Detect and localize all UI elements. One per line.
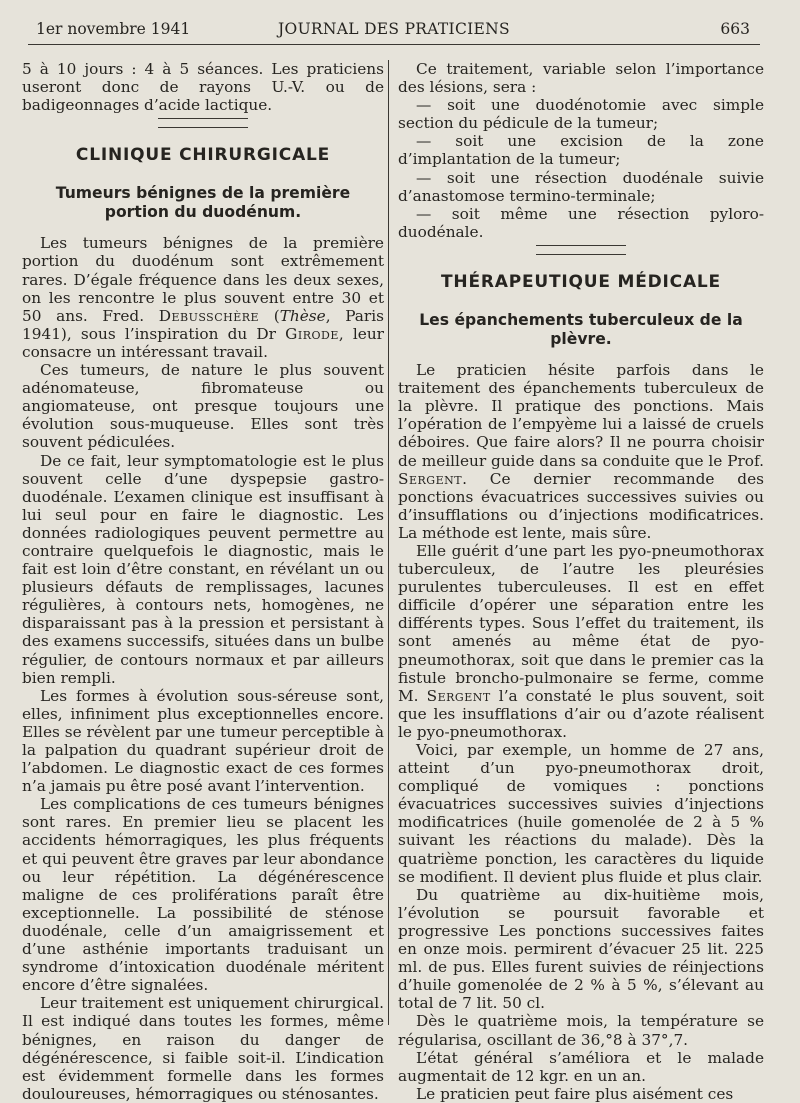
left-column — [22, 60, 384, 1103]
section-title-therapeutique: THÉRAPEUTIQUE MÉDICALE — [441, 271, 721, 292]
author-name: Sergent — [398, 469, 463, 488]
text-run: Les tumeurs bénignes de la première portion du duodénum sont extrêmement rares. D’égale fréquence dans les deux sexes, on les rencontre le plus souvent entre 30 et 50 ans. Fred. — [22, 234, 384, 325]
text-run: , Paris 1941), sous l’inspiration du Dr — [22, 306, 384, 343]
column-divider — [388, 60, 389, 1025]
separator-rule — [158, 118, 248, 128]
paragraph: Les complications de ces tumeurs bénignes sont rares. En premier lieu se placent les accidents hémorragiques, les plus fréquents et qui peuvent être graves par leur abondance ou leur répétition. La dégénérescence maligne de ces proliférations paraît être exceptionnelle. La possibilité de sténose duodénale, celle d’un amaigrissement et d’une asthénie importants traduisant un syndrome d’intoxication duodénale méritent encore d’être signalées. — [22, 795, 384, 995]
text-run: , leur consacre un intéressant travail. — [22, 324, 384, 361]
these-label: Thèse — [279, 306, 326, 325]
text-run: ( — [259, 306, 280, 325]
list-item: — soit une duodénotomie avec simple section du pédicule de la tumeur; — [398, 96, 764, 133]
text-run: l’a constaté le plus souvent, soit que les insufflations d’air ou d’azote réalisent le pyo-pneumothorax. — [398, 686, 764, 741]
paragraph: Leur traitement est uniquement chirurgical. Il est indiqué dans toutes les formes, même bénignes, en raison du danger de dégénérescence, si faible soit-il. L’indication est évidemment formelle dans les formes douloureuses, hémorragiques ou sténosantes. — [22, 994, 384, 1103]
paragraph: Voici, par exemple, un homme de 27 ans, atteint d’un pyo-pneumothorax droit, compliqué de vomiques : ponctions évacuatrices successives suivies d’injections modificatrices (huile gomenolée de 2 à 5 % suivant les réactions du malade). Dès la quatrième ponction, les caractères du liquide se modifient. Il devient plus fluide et plus clair. — [398, 741, 764, 886]
author-name: Debusschère — [158, 306, 260, 325]
paragraph: L’état général s’améliora et le malade augmentait de 12 kgr. en un an. — [398, 1048, 764, 1085]
list-item: — soit même une résection pyloro-duodénale. — [398, 204, 764, 241]
text-run: Elle guérit d’une part les pyo-pneumothorax tuberculeux, de l’autre les pleurésies purulentes tuberculeuses. Il est en effet difficile d’opérer une séparation entre les différents types. Sous l’effet du traitement, ils sont amenés au même état de pyo-pneumothorax, soit que dans le premier cas la fistule broncho-pulmonaire se ferme, comme M. — [398, 541, 764, 705]
running-header — [28, 18, 760, 45]
section-title-clinique: CLINIQUE CHIRURGICALE — [75, 145, 331, 166]
article-title-tumeurs: Tumeurs bénignes de la première portion du duodénum. — [55, 184, 351, 222]
paragraph: Ce traitement, variable selon l’importance des lésions, sera : — [398, 60, 764, 97]
text-run: . Ce dernier recommande des ponctions évacuatrices successives suivies ou d’insufflations ou d’injections modificatrices. La méthode est lente, mais sûre. — [398, 469, 764, 542]
paragraph — [22, 234, 384, 361]
paragraph — [398, 542, 764, 741]
header-date: 1er novembre 1941 — [36, 20, 191, 38]
paragraph: Dès le quatrième mois, la température se régularisa, oscillant de 36,°8 à 37°,7. — [398, 1012, 764, 1049]
paragraph: Le praticien peut faire plus aisément ces — [416, 1084, 734, 1103]
right-column — [398, 60, 764, 1103]
paragraph: Ces tumeurs, de nature le plus souvent adénomateuse, fibromateuse ou angiomateuse, ont presque toujours une évolution sous-muqueuse. Elles sont très souvent pédiculées. — [22, 361, 384, 452]
header-journal-title: JOURNAL DES PRATICIENS — [278, 20, 510, 38]
text-run: Le praticien hésite parfois dans le traitement des épanchements tuberculeux de la plèvre. Il pratique des ponctions. Mais l’opération de l’empyème lui a laissé de cruels déboires. Que faire alors? Il ne pourra choisir de meilleur guide dans sa conduite que le Prof. — [398, 361, 764, 470]
author-name: Girode — [285, 324, 339, 343]
intro-paragraph: 5 à 10 jours : 4 à 5 séances. Les praticiens useront donc de rayons U.-V. ou de badigeonnages d’acide lactique. — [22, 60, 384, 115]
paragraph: De ce fait, leur symptomatologie est le plus souvent celle d’une dyspepsie gastro-duodénale. L’examen clinique est insuffisant à lui seul pour en faire le diagnostic. Les données radiologiques peuvent permettre au contraire quelquefois le diagnostic, mais le fait est loin d’être constant, en révélant un ou plusieurs défauts de remplissages, lacunes régulières, à contours nets, homogènes, ne disparaissant pas à la pression et persistant à des examens successifs, situées dans un bulbe régulier, de contours normaux et par ailleurs bien rempli. — [22, 451, 384, 687]
paragraph: Les formes à évolution sous-séreuse sont, elles, infiniment plus exceptionnelles encore. Elles se révèlent par une tumeur perceptible à la palpation du quadrant supérieur droit de l’abdomen. Le diagnostic exact de ces formes n’a jamais pu être posé avant l’intervention. — [22, 686, 384, 796]
header-page-number: 663 — [720, 20, 750, 38]
article-title-epanchements: Les épanchements tuberculeux de la plèvre. — [419, 311, 743, 349]
list-item: — soit une excision de la zone d’implantation de la tumeur; — [398, 132, 764, 169]
separator-rule — [536, 245, 626, 255]
author-name: Sergent — [426, 686, 491, 705]
paragraph: Du quatrième au dix-huitième mois, l’évolution se poursuit favorable et progressive Les ponctions successives faites en onze mois. permirent d’évacuer 25 lit. 225 ml. de pus. Elles furent suivies de réinjections d’huile gomenolée de 2 % à 5 %, s’élevant au total de 7 lit. 50 cl. — [398, 885, 764, 1013]
paragraph — [398, 361, 764, 542]
list-item: — soit une résection duodénale suivie d’anastomose termino-terminale; — [398, 168, 764, 205]
